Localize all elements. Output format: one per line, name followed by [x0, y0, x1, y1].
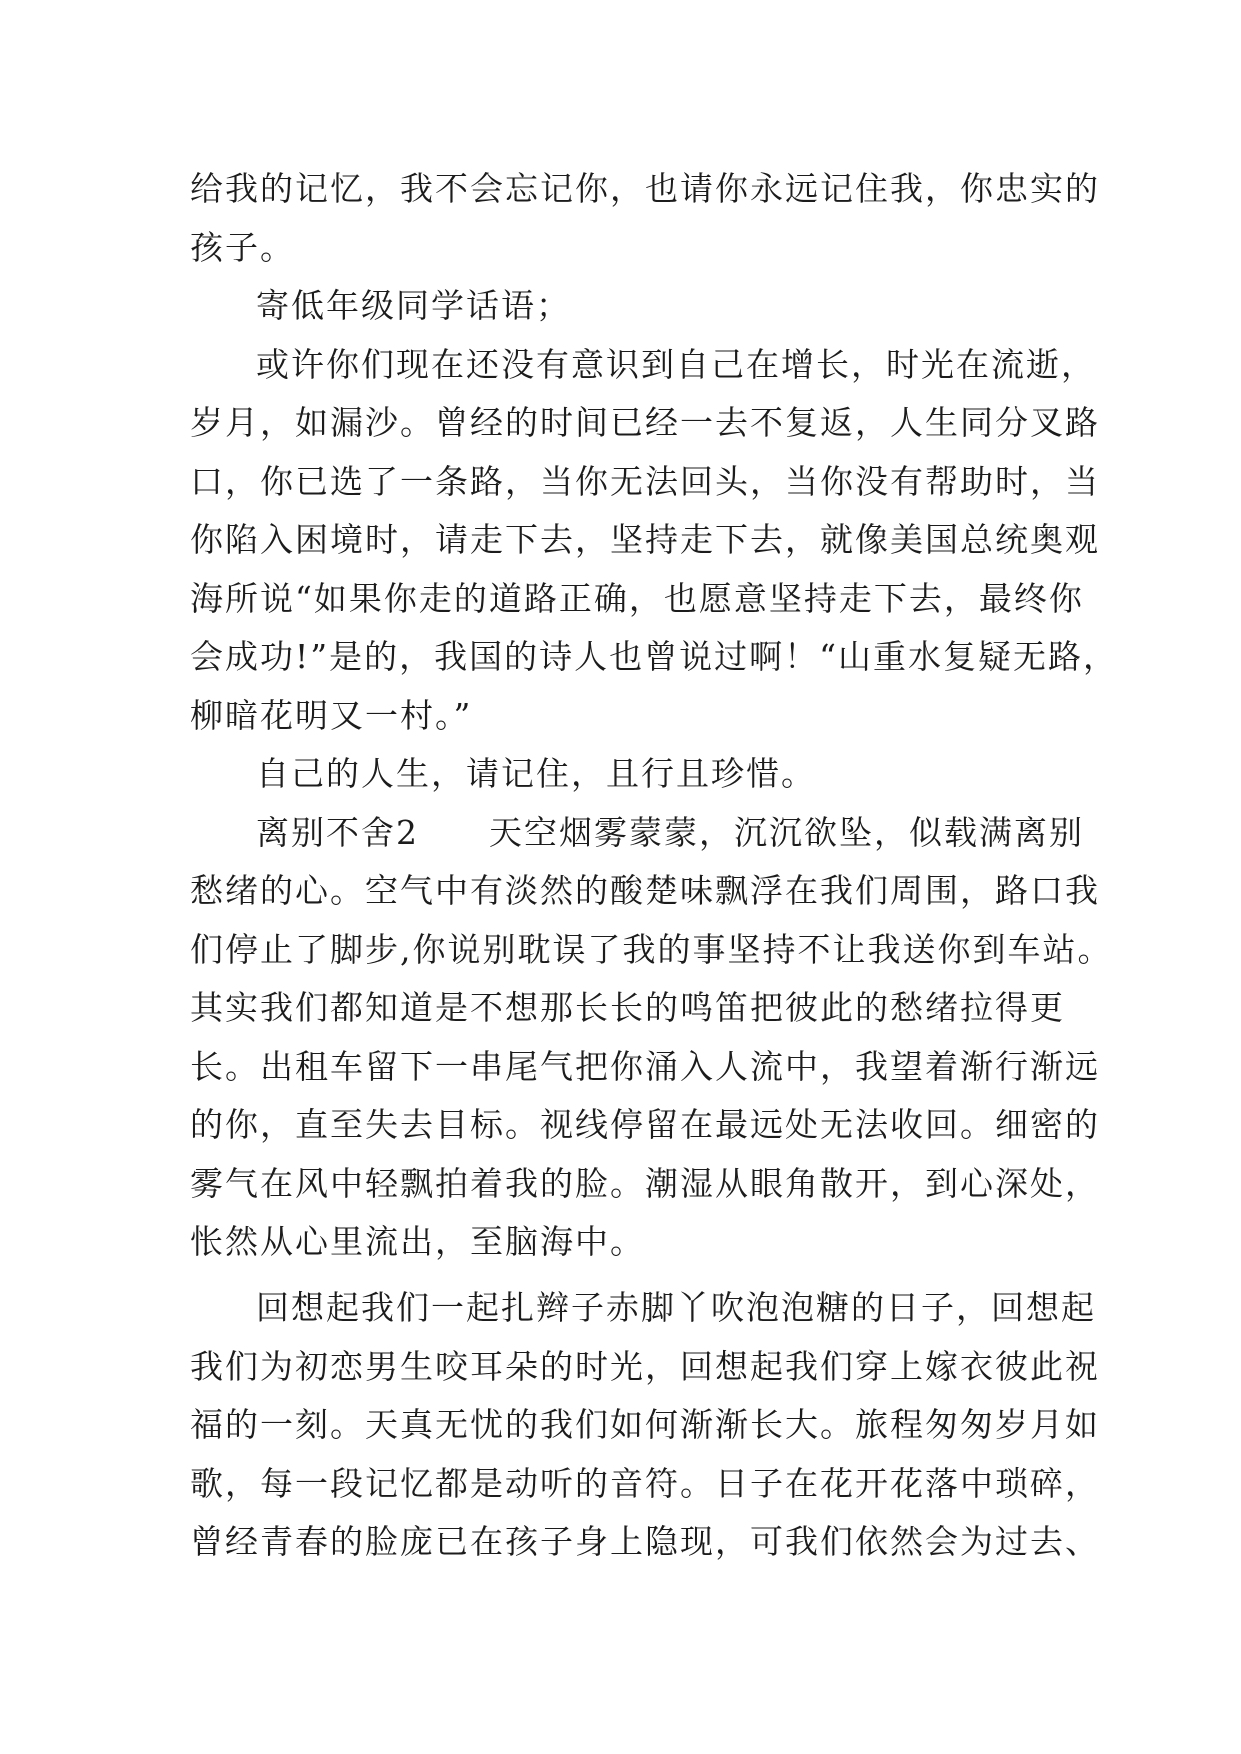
text-line: 雾气在风中轻飘拍着我的脸。潮湿从眼角散开，到心深处， — [190, 1163, 1100, 1203]
section-heading: 寄低年级同学话语； — [256, 286, 571, 325]
text-line: 回想起我们一起扎辫子赤脚丫吹泡泡糖的日子，回想起 — [256, 1288, 1096, 1327]
body-text — [190, 160, 1119, 1572]
text-line: 福的一刻。天真无忧的我们如何渐渐长大。旅程匆匆岁月如 — [190, 1405, 1100, 1444]
text-line: 的你，直至失去目标。视线停留在最远处无法收回。细密的 — [190, 1105, 1100, 1144]
text-line: 怅然从心里流出，至脑海中。 — [190, 1222, 645, 1261]
text-line: 歌，每一段记忆都是动听的音符。日子在花开花落中琐碎， — [190, 1463, 1100, 1503]
text-line: 海所说“如果你走的道路正确，也愿意坚持走下去，最终你 — [190, 578, 1084, 618]
text-line: 曾经青春的脸庞已在孩子身上隐现，可我们依然会为过去、 — [190, 1522, 1100, 1561]
text-line: 长。出租车留下一串尾气把你涌入人流中，我望着渐行渐远 — [190, 1046, 1100, 1086]
text-line: 岁月，如漏沙。曾经的时间已经一去不复返，人生同分叉路 — [190, 403, 1100, 442]
text-line: 柳暗花明又一村。” — [190, 695, 473, 735]
text-line: 我们为初恋男生咬耳朵的时光，回想起我们穿上嫁衣彼此祝 — [190, 1346, 1100, 1386]
text-line: 口，你已选了一条路，当你无法回头，当你没有帮助时，当 — [190, 461, 1100, 501]
text-line: 其实我们都知道是不想那长长的鸣笛把彼此的愁绪拉得更 — [190, 988, 1065, 1027]
text-line: 愁绪的心。空气中有淡然的酸楚味飘浮在我们周围，路口我 — [190, 871, 1100, 910]
text-line: 会成功!”是的，我国的诗人也曾说过啊！“山重水复疑无路， — [190, 637, 1119, 676]
text-line: 给我的记忆，我不会忘记你，也请你永远记住我，你忠实的 — [190, 169, 1100, 208]
section-title-line: 离别不舍2 天空烟雾蒙蒙，沉沉欲坠，似载满离别 — [256, 812, 1084, 852]
text-line: 孩子。 — [190, 227, 295, 267]
text-line: 自己的人生，请记住，且行且珍惜。 — [256, 754, 816, 793]
text-line: 你陷入困境时，请走下去，坚持走下去，就像美国总统奥观 — [190, 520, 1100, 559]
text-line: 或许你们现在还没有意识到自己在增长，时光在流逝， — [256, 344, 1096, 384]
text-line: 们停止了脚步,你说别耽误了我的事坚持不让我送你到车站。 — [190, 929, 1113, 969]
